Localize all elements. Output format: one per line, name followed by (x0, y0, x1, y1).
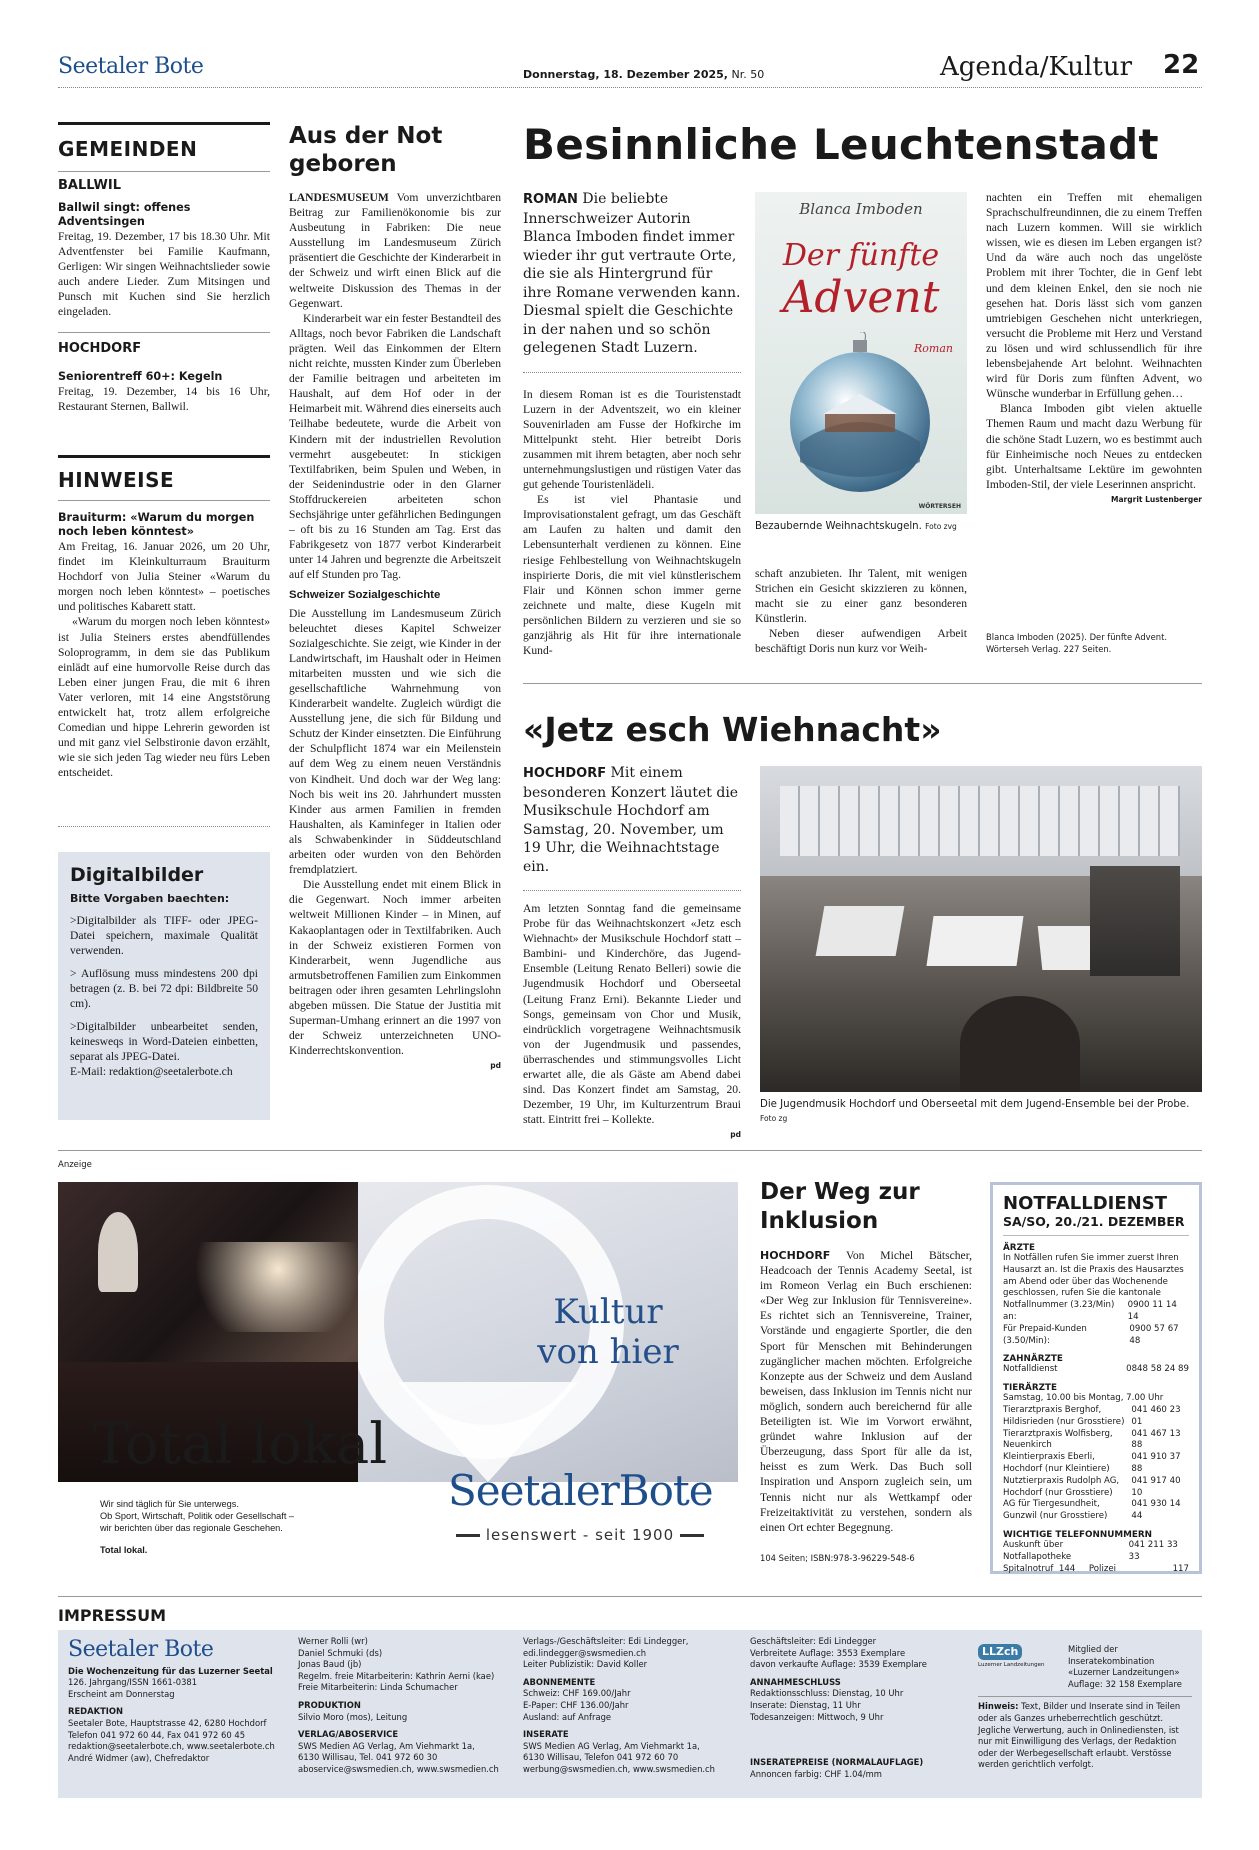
digitalbilder-lead: Bitte Vorgaben baechten: (70, 892, 230, 905)
imp-line: Ausland: auf Anfrage (523, 1711, 612, 1722)
hinweis (978, 1701, 1192, 1771)
imp-heading: INSERATE (523, 1729, 569, 1740)
imp-line: davon verkaufte Auflage: 3539 Exemplare (750, 1659, 927, 1670)
llz-text (1068, 1644, 1182, 1690)
imp-heading: VERLAG/ABOSERVICE (298, 1729, 399, 1740)
email: E-Mail: redaktion@seetalerbote.ch (70, 1065, 233, 1078)
masthead-logo: Seetaler Bote (58, 54, 204, 79)
headline: Der Weg zur Inklusion (760, 1179, 920, 1234)
hinweise-heading: HINWEISE (58, 468, 175, 492)
imp-line: E-Paper: CHF 136.00/Jahr (523, 1699, 629, 1710)
imp-line: Schweiz: CHF 169.00/Jahr (523, 1688, 631, 1699)
paragraph: Es ist viel Phantasie und Improvisationstalent gefragt, um das Geschäft am Laufen zu halten und damit den Lebensunterhalt verdienen zu können. Eine riesige Fehlbestellung von Weihnachtskugeln inspirierte Doris, die mit viel künstlerischem Flair und Können schon immer gerne zeichnete und malte, diese Kugeln mit persönlichen Bildern zu verzieren und sie so ganzjährig als Hit für ihre internationale Kund- (523, 493, 741, 658)
section-bar (58, 122, 270, 125)
photo-credit: Foto zg (760, 1114, 788, 1123)
headline: Aus der Not geboren (289, 123, 443, 177)
ad-line: Wir sind täglich für Sie unterwegs. (100, 1499, 239, 1509)
article-not (289, 122, 501, 1073)
book-title-line2: Advent (782, 272, 940, 323)
llz-logo-sub: Luzerner Landzeitungen (978, 1661, 1045, 1668)
notfall-subhead: TIERÄRZTE (1003, 1383, 1058, 1394)
notfall-text: Samstag, 10.00 bis Montag, 7.00 Uhr (1003, 1393, 1164, 1404)
imp-line: werbung@swsmedien.ch, www.swsmedien.ch (523, 1763, 715, 1774)
imp-line: SWS Medien AG Verlag, Am Viehmarkt 1a, (523, 1740, 700, 1751)
headline: Besinnliche Leuchtenstadt (523, 120, 1159, 169)
phone-row (1003, 1429, 1189, 1453)
imp-heading: INSERATEPREISE (NORMALAUFLAGE) (750, 1757, 924, 1768)
imp-line: edi.lindegger@swsmedien.ch (523, 1647, 647, 1658)
row-label: Notfallnummer (3.23/Min) an: (1003, 1300, 1115, 1322)
event-text: Freitag, 19. Dezember, 14 bis 16 Uhr, Restaurant Sternen, Ballwil. (58, 384, 270, 413)
publisher-logo: WÖRTERSEH (918, 503, 961, 510)
photo-musicians (960, 996, 1080, 1092)
book-author: Blanca Imboden (799, 200, 923, 218)
notfall-title: NOTFALLDIENST (1003, 1193, 1167, 1214)
hinweise-body (58, 539, 270, 781)
isbn: 104 Seiten; ISBN:978-3-96229-548-6 (760, 1552, 915, 1563)
divider (58, 1150, 1202, 1151)
paragraph: Blanca Imboden gibt vielen aktuelle Themen Raum und macht dazu Werbung für die schöne Stadt Luzern, wo es bestimmt auch für Einheimische noch Neues zu entdecken gibt. Unterhaltsame Lektüre im gewohnten Imboden-Stil, der viele Leserinnen anspricht. (986, 402, 1202, 491)
tagline-bar (680, 1534, 704, 1537)
phone-row (1003, 1476, 1189, 1500)
phone-row (1003, 1452, 1189, 1476)
impressum-col4 (750, 1636, 960, 1780)
imp-line: Regelm. freie Mitarbeiterin: Kathrin Aerni (kae) (298, 1670, 495, 1681)
photo-performer (98, 1212, 138, 1292)
imp-line: Geschäftsleiter: Edi Lindegger (750, 1636, 877, 1646)
hinweise-section (58, 455, 270, 781)
section-bar (58, 455, 270, 458)
ad-kultur-line1: Kultur (553, 1292, 663, 1332)
imp-line: Silvio Moro (mos), Leitung (298, 1711, 408, 1722)
notfall-subhead: WICHTIGE TELEFONNUMMERN (1003, 1529, 1152, 1540)
article-leuchtenstadt-col1 (523, 190, 741, 658)
paragraph: Kinderarbeit war ein fester Bestandteil des Alltags, noch bevor Fabriken die Landschaft prägten. Weil das Einkommen der Eltern nicht reichte, mussten Kinder zum Überleben der Familie beitragen und arbeiteten im Haushalt, auf dem Hof oder in der Heimarbeit mit. Während dies einerseits auch Teilhabe bedeutete, wurde die Arbeit von Kindern mit der industriellen Revolution vermehrt ausgebeutet: In stickigen Textilfabriken, beim Spulen und Weben, in der Seidenindustrie oder in den Glarner Stoffdruckereien arbeiteten schon Sechsjährige unter gefährlichen Bedingungen – oft bis zu 16 Stunden am Tag. Erst das Fabrikgesetz von 1877 verbot Kinderarbeit unter 14 Jahren und begrenzte die Arbeitszeit auf elf Stunden pro Tag. (289, 311, 501, 582)
paragraph: nachten ein Treffen mit ehemaligen Sprachschulfreundinnen, die zu einem Treffen nach Luzern kommen. Will sie wirklich wissen, wie es diesen im Leben ergangen ist? Und da wäre auch noch das ungelöste Problem mit ihrer Tochter, die in Genf lebt und dem kleinen Enkel, den sie noch nie gesehen hat. Doris lässt sich vom ganzen umtriebigen Geschehen nicht unterkriegen, versucht die Probleme mit Herz und Verstand zu lösen und wird schlussendlich für ihre lebensbejahende Art belohnt. Weihnachten wird für Doris zum fünften Advent, wo Wünsche wunderbar in Erfüllung gehen… (986, 191, 1202, 401)
imp-line: 6130 Willisau, Tel. 041 972 60 30 (298, 1752, 438, 1763)
photo-windows (780, 786, 1180, 856)
subheading: Schweizer Sozialgeschichte (289, 589, 441, 602)
christmas-ornament-icon (785, 332, 935, 502)
row-label: Tierarztpraxis Wolfisberg, Neuenkirch (1003, 1428, 1113, 1451)
headline: «Jetz esch Wiehnacht» (523, 710, 942, 749)
divider (58, 826, 270, 827)
impressum-col5 (978, 1636, 1192, 1771)
kicker: HOCHDORF (523, 766, 607, 781)
impressum-col3 (523, 1636, 733, 1776)
divider (58, 500, 270, 501)
imp-heading: REDAKTION (68, 1706, 124, 1717)
ad-label: Anzeige (58, 1160, 92, 1170)
kicker: LANDESMUSEUM (289, 191, 389, 204)
kicker: ROMAN (523, 192, 578, 207)
photo-caption (760, 1098, 1202, 1126)
article-body (760, 1248, 972, 1535)
imp-line: Verlags-/Geschäftsleiter: Edi Lindegger, (523, 1636, 689, 1646)
ad-total-lokal: Total lokal (92, 1412, 388, 1477)
signature: Margrit Lustenberger (1111, 494, 1202, 504)
caption-text: Bezaubernde Weihnachtskugeln. (755, 521, 922, 532)
divider (58, 171, 270, 172)
impressum-box (58, 1630, 1202, 1798)
imp-line: Jonas Baud (jb) (298, 1659, 362, 1670)
phone-row (1003, 1324, 1189, 1348)
imp-line: Seetaler Bote, Hauptstrasse 42, 6280 Hochdorf (68, 1717, 267, 1728)
divider (58, 332, 270, 333)
paragraph: «Warum du morgen noch leben könntest» ist Julia Steiners erstes abendfüllendes Soloprogramm, in dem sie das Publikum einlädt auf eine humorvolle Reise durch das Leben einer jungen Frau, die mit 6 ihren Vater verloren, mit 14 eine Angststörung entwickelt hat, trotz allem erfolgreiche Comedian und hippe Lehrerin geworden ist und mit ganz viel Selbstironie davon erzählt, wie sie sich jeden Tag wieder neu fürs Leben entscheidet. (58, 615, 270, 780)
imp-line: SWS Medien AG Verlag, Am Viehmarkt 1a, (298, 1740, 475, 1751)
row-number: 0900 11 14 14 (1127, 1300, 1177, 1322)
notfall-text: In Notfällen rufen Sie immer zuerst Ihren Hausarzt an. Ist die Praxis des Hausarztes am Abend oder über das Wochenende geschlossen, rufen Sie die kantonale (1003, 1253, 1184, 1299)
divider (523, 683, 1202, 684)
article-inklusion (760, 1178, 972, 1563)
imp-line: aboservice@swsmedien.ch, www.swsmedien.ch (298, 1763, 499, 1774)
row-label: Auskunft über Notfallapotheke (1003, 1539, 1072, 1562)
row-label: Nutztierpraxis Rudolph AG, Hochdorf (nur Grosstiere) (1003, 1475, 1120, 1498)
imp-line: Todesanzeigen: Mittwoch, 9 Uhr (750, 1711, 884, 1722)
row-number: 041 930 14 44 (1131, 1499, 1181, 1522)
book-title-line1: Der fünfte (782, 238, 940, 273)
tagline-text: lesenswert - seit 1900 (485, 1526, 675, 1544)
imp-line: Die Wochenzeitung für das Luzerner Seetal (68, 1665, 273, 1676)
photo-music-stand (816, 906, 905, 956)
imp-line: Verbreitete Auflage: 3553 Exemplare (750, 1647, 906, 1658)
imp-line: Leiter Publizistik: David Koller (523, 1659, 648, 1670)
event-text: Freitag, 19. Dezember, 17 bis 18.30 Uhr. Mit Adventfenster bei Familie Kaufmann, Gerligen: Wir singen Weihnachtslieder sowie auch andere Lieder. Zum Mitsingen und Punsch mit Kuchen sind Sie herzlich eingeladen. (58, 230, 270, 319)
article-body (523, 901, 741, 1143)
impressum-col1 (68, 1636, 278, 1764)
place-ballwil: BALLWIL (58, 178, 121, 193)
article-leuchtenstadt-col2 (755, 566, 967, 657)
row-label: Tierarztpraxis Berghof, Hildisrieden (nur Grosstiere) (1003, 1404, 1125, 1427)
lead-text: Die beliebte Innerschweizer Autorin Blanca Imboden findet immer wieder ihr gut vertraute Orte, die sie als Hintergrund für ihre Romane verwenden kann. Diesmal spielt die Geschichte in der nahen und so schön gelegenen Stadt Luzern. (523, 191, 741, 356)
imp-line: Telefon 041 972 60 44, Fax 041 972 60 45 (68, 1729, 246, 1740)
row-number: 041 917 40 10 (1131, 1475, 1181, 1498)
imp-heading: PRODUKTION (298, 1699, 361, 1710)
paragraph: Neben dieser aufwendigen Arbeit beschäftigt Doris nun kurz vor Weih- (755, 627, 967, 656)
event-title: Brauiturm: «Warum du morgen noch leben könntest» (58, 511, 255, 538)
impressum-heading: IMPRESSUM (58, 1606, 167, 1625)
rule-item: >Digitalbilder unbearbeitet senden, keinesweqs in Word-Dateien einbetten, separat als JPEG-Datei. (70, 1020, 258, 1063)
impressum-col2 (298, 1636, 508, 1776)
concert-photo (760, 766, 1202, 1092)
row-label: Spitalnotruf 144 Polizei (1003, 1563, 1117, 1574)
imp-line: André Widmer (aw), Chefredaktor (68, 1752, 210, 1763)
photo-caption (755, 520, 967, 534)
divider (523, 890, 741, 891)
rule-item: > Auflösung muss mindestens 200 dpi betragen (z. B. bei 72 dpi: Bildbreite 50 cm). (70, 967, 258, 1010)
signature: pd (490, 1061, 501, 1071)
row-label: Notfalldienst (1003, 1364, 1058, 1375)
ad-small-text (100, 1498, 294, 1556)
phone-row (1003, 1540, 1189, 1564)
advertisement[interactable] (58, 1182, 738, 1558)
phone-row (1003, 1564, 1189, 1576)
ad-tagline (450, 1526, 710, 1544)
llz-block (978, 1644, 1192, 1690)
row-label: Für Prepaid-Kunden (3.50/Min): (1003, 1323, 1087, 1346)
page-number: 22 (1163, 50, 1200, 80)
imp-line: «Luzerner Landzeitungen» (1068, 1667, 1180, 1678)
gemeinden-heading: GEMEINDEN (58, 137, 198, 161)
row-label: Kleintierpraxis Eberli, Hochdorf (nur Kleintiere) (1003, 1452, 1110, 1474)
llz-logo (978, 1644, 1058, 1690)
imp-line: Werner Rolli (wr) (298, 1636, 368, 1646)
divider (523, 372, 741, 373)
imp-line: 126. Jahrgang/ISSN 1661-0381 (68, 1677, 198, 1688)
book-cover-image (755, 192, 967, 514)
book-reference: Blanca Imboden (2025). Der fünfte Advent. Wörterseh Verlag. 227 Seiten. (986, 632, 1168, 654)
lead (523, 764, 741, 876)
ad-kultur-line2: von hier (537, 1332, 679, 1372)
caption-text: Die Jugendmusik Hochdorf und Oberseetal mit dem Jugend-Ensemble bei der Probe. (760, 1099, 1190, 1110)
digitalbilder-heading: Digitalbilder (70, 864, 204, 886)
issue-date: Donnerstag, 18. Dezember 2025, (523, 68, 728, 81)
impressum-logo: Seetaler Bote (68, 1637, 214, 1662)
kicker: HOCHDORF (760, 1249, 831, 1262)
digitalbilder-box (58, 852, 270, 1120)
tagline-bar (456, 1534, 480, 1537)
llz-logo-mark: LLZch (978, 1644, 1022, 1660)
divider (978, 1696, 1192, 1697)
ad-line: Total lokal. (100, 1545, 148, 1555)
imp-line: Annoncen farbig: CHF 1.04/mm (750, 1768, 882, 1779)
place-hochdorf: HOCHDORF (58, 340, 142, 356)
paragraph: Vom unverzichtbaren Beitrag zur Familienökonomie bis zur Ausbeutung in Fabriken: Die neue Ausstellung im Landesmuseum Zürich präsentiert die Geschichte der Kinderarbeit in der Schweiz und wirft einen Blick auf die weltweite Diskussion des Themas in der Gegenwart. (289, 191, 501, 310)
imp-line: Auflage: 32 158 Exemplare (1068, 1678, 1182, 1689)
imp-line: Daniel Schmuki (ds) (298, 1647, 383, 1658)
event-title: Ballwil singt: offenes Adventsingen (58, 201, 191, 228)
phone-row (1003, 1300, 1189, 1324)
paragraph: schaft anzubieten. Ihr Talent, mit wenigen Strichen ein Gesicht skizzieren zu können, macht sie zu einer ganz besonderen Künstlerin. (755, 567, 967, 626)
ad-kultur (498, 1292, 718, 1372)
rule-item: >Digitalbilder als TIFF- oder JPEG-Datei speichern, maximale Qualität verwenden. (70, 914, 258, 957)
ad-line: Ob Sport, Wirtschaft, Politik oder Gesellschaft – (100, 1511, 295, 1521)
imp-line: Inseratekombination (1068, 1655, 1155, 1666)
photo-choir (1090, 866, 1180, 976)
paragraph: Die Ausstellung endet mit einem Blick in die Gegenwart. Noch immer arbeiten weltweit Millionen Kinder – in Minen, auf Kakaoplantagen oder in Textilfabriken. Auch in der Schweiz existieren Formen von Kinderarbeit, wenn Jugendliche aus armutsbetroffenen Familien zum Einkommen beitragen oder ihren gesamten Lehrlingslohn abgeben müssen. Die Statue der Justitia mit Superman-Umhang erinnert an die 1997 von der Schweiz unterzeichneten UNO-Kinderrechtskonvention. (289, 878, 501, 1058)
imp-line: Freie Mitarbeiterin: Linda Schumacher (298, 1682, 458, 1693)
row-number: 041 211 33 33 (1128, 1539, 1178, 1562)
photo-music-stand (926, 916, 1023, 966)
notfall-date: SA/SO, 20./21. DEZEMBER (1003, 1214, 1189, 1236)
row-number: 117 (1172, 1563, 1189, 1574)
article-body (523, 387, 741, 659)
issue-number: Nr. 50 (731, 68, 765, 81)
lead (523, 190, 741, 358)
imp-line: Erscheint am Donnerstag (68, 1688, 175, 1699)
article-wiehnacht (523, 764, 741, 1143)
imp-line: Inserate: Dienstag, 11 Uhr (750, 1699, 861, 1710)
article-body (289, 190, 501, 1073)
header-rule (58, 87, 1202, 88)
issue-line (523, 68, 764, 81)
paragraph: Die Ausstellung im Landesmuseum Zürich beleuchtet dieses Kapitel Schweizer Sozialgeschichte. Sie zeigt, wie Kinder in der Landwirtschaft, im Haushalt oder in Heimen mitarbeiten mussten und wie sich die gesellschaftliche Wahrnehmung von Kinderarbeit wandelte. Zugleich würdigt die Ausstellung jene, die sich für Bildung und Schutz der Kinder einsetzten. Die Einführung der Schulpflicht 1874 war ein Meilenstein auf dem Weg zu einem neuen Verständnis von Kindheit. Und doch war der Weg lang: Noch bis weit ins 20. Jahrhundert mussten Kinder aus armen Familien in fremden Haushalten, als Kaminfeger in Italien oder als Schwabenkinder in Süddeutschland arbeiten oder wurden von den Behörden fremdplatziert. (289, 606, 501, 877)
imp-line: 6130 Willisau, Telefon 041 972 60 70 (523, 1752, 679, 1763)
paragraph: Am letzten Sonntag fand die gemeinsame Probe für das Weihnachtskonzert «Jetz esch Wiehnacht» der Musikschule Hochdorf statt – Bambini- und Kinderchöre, das Jugend-Ensemble (Leitung Renato Belleri) sowie die Jugendmusik Hochdorf und Oberseetal (Leitung Franz Erni). Bekannte Lieder und Songs, gemeinsam von Chor und Musik, eindrücklich vorgetragene Weihnachtsmusik von der Jugendmusik und passendes, überraschendes und stimmungsvolles Licht erwartet alle, die als Gäste am Abend dabei sind. Das Konzert findet am Samstag, 20. Dezember, 19 Uhr, im Kulturzentrum Braui statt. Eintritt frei – Kollekte. (523, 902, 741, 1127)
phone-row (1003, 1405, 1189, 1429)
book-genre: Roman (914, 342, 953, 355)
imp-line: Redaktionsschluss: Dienstag, 10 Uhr (750, 1688, 904, 1699)
imp-heading: ANNAHMESCHLUSS (750, 1676, 841, 1687)
imp-line: redaktion@seetalerbote.ch, www.seetalerbote.ch (68, 1741, 275, 1752)
notfall-subhead: ZAHNÄRZTE (1003, 1354, 1063, 1365)
notfalldienst-box (990, 1182, 1202, 1574)
row-label: AG für Tiergesundheit, Gunzwil (nur Grosstiere) (1003, 1499, 1108, 1522)
article-leuchtenstadt-col3 (986, 190, 1202, 507)
gemeinden-section (58, 122, 270, 414)
imp-line: Mitglied der (1068, 1644, 1118, 1654)
paragraph: Am Freitag, 16. Januar 2026, um 20 Uhr, findet im Kleinkulturraum Brauiturm Hochdorf von Julia Steiner «Warum du morgen noch leben könntest» – poetisches und politisches Kabarett statt. (58, 540, 270, 614)
hinweis-label: Hinweis: (978, 1701, 1019, 1712)
ad-footer (58, 1466, 738, 1558)
event-title: Seniorentreff 60+: Kegeln (58, 369, 223, 383)
imp-heading: ABONNEMENTE (523, 1676, 596, 1687)
photo-stage-light (178, 1242, 378, 1332)
signature: pd (730, 1130, 741, 1140)
notfall-subhead: ÄRZTE (1003, 1243, 1035, 1253)
ad-line: wir berichten über das regionale Geschehen. (100, 1523, 283, 1533)
phone-row (1003, 1499, 1189, 1523)
paragraph: In diesem Roman ist es die Touristenstadt Luzern in der Adventszeit, wo ein kleiner Souvenirladen am Fusse der Hofkirche im Mittelpunkt steht. Hier betreibt Doris zusammen mit ihrem betagten, aber noch sehr unternehmungslustigen und rüstigen Vater das gut gehende Touristenlädeli. (523, 387, 741, 492)
lead-text: Mit einem besonderen Konzert läutet die Musikschule Hochdorf am Samstag, 20. November, um 19 Uhr, die Weihnachtstage ein. (523, 765, 739, 875)
row-number: 041 467 13 88 (1131, 1428, 1181, 1451)
phone-row (1003, 1364, 1189, 1376)
row-number: 041 910 37 88 (1131, 1452, 1181, 1474)
paragraph: Von Michel Bätscher, Headcoach der Tennis Academy Seetal, ist im Romeon Verlag ein Buch erschienen: «Der Weg zur Inklusion für Tennisvereine». Es richtet sich an Tennisvereine, Trainer, Vorstände und engagierte Sportler, die den Sport für Menschen mit Behinderungen zugänglicher machen möchten. Erfolgreiche Konzepte aus der Schweiz und dem Ausland beweisen, dass Inklusion im Tennis nicht nur möglich, sondern auch bereichernd für alle Beteiligten ist. Wie im Vorwort erwähnt, gründet wahre Inklusion auf der Überzeugung, dass Sport für alle da ist, heisst es zum Werk. Das Buch soll Inspiration und Ansporn zugleich sein, um Tennis nicht nur als Wettkampf oder Freizeitaktivität zu verstehen, sondern als einen Ort echter Begegnung. (760, 1249, 972, 1534)
photo-credit: Foto zvg (925, 522, 957, 531)
hinweis-text: Text, Bilder und Inserate sind in Teilen oder als Ganzes urheberrechtlich geschützt. Jegliche Verwertung, auch in Onlinediensten, ist nur mit Einwilligung des Verlags, der Redaktion oder der Werbegesellschaft erlaubt. Verstösse werden gerichtlich verfolgt. (978, 1701, 1181, 1770)
row-number: 0848 58 24 89 (1126, 1364, 1189, 1375)
row-number: 0900 57 67 48 (1129, 1323, 1179, 1346)
row-number: 041 460 23 01 (1131, 1404, 1181, 1427)
ad-brand-logo: SeetalerBote (448, 1466, 713, 1515)
divider (58, 1596, 1202, 1597)
section-title: Agenda/Kultur (940, 52, 1132, 82)
